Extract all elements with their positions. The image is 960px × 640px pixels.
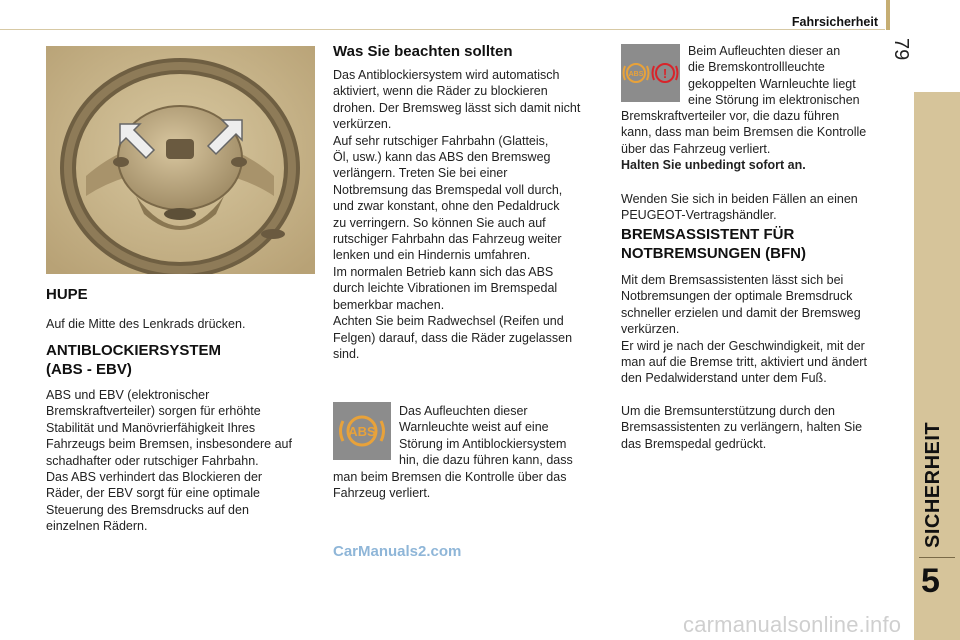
hupe-section [46, 285, 316, 332]
text-line: Das Aufleuchten dieser [399, 404, 528, 418]
watermark-carmanuals2: CarManuals2.com [333, 543, 462, 560]
text-line: Bremskraftverteiler) sorgen für erhöhte [46, 404, 261, 419]
text-line: Öl, usw.) kann das ABS den Bremsweg [333, 150, 551, 165]
text-line: Er wird je nach der Geschwindigkeit, mit der [621, 338, 865, 353]
text-line: zu verringern. So können Sie auch auf [333, 215, 546, 230]
text-line: drohen. Der Bremsweg lässt sich damit nicht [333, 100, 581, 115]
abs-icon-label: ABS [348, 424, 376, 439]
ebv-warning-text-full [621, 108, 907, 174]
hupe-text: Auf die Mitte des Lenkrads drücken. [46, 317, 246, 331]
text-line: bemerkbar machen. [333, 297, 445, 312]
bfn-section [621, 225, 907, 452]
text-line: Stabilität und Manövrierfähigkeit Ihres [46, 420, 256, 435]
text-line: Fahrzeugs beim Bremsen, insbesondere auf [46, 437, 292, 452]
header-tick [886, 0, 890, 30]
abs-warning-text-full [333, 469, 609, 502]
text-line: Steuerung des Bremsdrucks auf den [46, 502, 249, 517]
text-line: den Pedalwiderstand unter dem Fuß. [621, 371, 827, 386]
text-line: Notbremsungen der optimale Bremsdruck [621, 289, 853, 304]
steering-wheel-photo [46, 46, 315, 274]
text-line: Mit dem Bremsassistenten lässt sich bei [621, 273, 844, 287]
text-line: die Bremskontrollleuchte [688, 60, 825, 75]
hinweise-section [333, 42, 608, 362]
text-line: Bremsassistenten zu verlängern, halten Sie [621, 420, 863, 435]
text-line: eine Störung im elektronischen [688, 93, 860, 108]
abs-warning-text-side [399, 403, 609, 469]
page-number: 79 [890, 38, 912, 61]
text-line: kann, dass man beim Bremsen die Kontrolle [621, 125, 867, 140]
ebv-warning-text-side [688, 43, 898, 109]
text-line: aktiviert, wenn die Räder zu blockieren [333, 84, 548, 99]
abs-heading-line1: ANTIBLOCKIERSYSTEM [46, 342, 222, 359]
abs-section [46, 341, 321, 535]
chapter-number: 5 [921, 562, 940, 600]
text-line: Das Antiblockiersystem wird automatisch [333, 68, 560, 82]
ebv-icon-excl-label: ! [662, 66, 668, 81]
text-line: lenken und ein Hindernis umfahren. [333, 248, 531, 263]
abs-heading-line2: (ABS - EBV) [46, 361, 132, 378]
text-line: Felgen) darauf, dass die Räder zugelassen [333, 330, 573, 345]
steering-wheel-illustration [46, 46, 315, 274]
text-line: PEUGEOT-Vertragshändler. [621, 208, 777, 223]
text-line: schneller erzielen und damit der Bremsweg [621, 305, 861, 320]
text-line: Störung im Antiblockiersystem [399, 436, 567, 451]
text-line: verlängern. Treten Sie bei einer [333, 166, 508, 181]
watermark-carmanualsonline: carmanualsonline.info [683, 612, 902, 637]
hupe-heading: HUPE [46, 286, 88, 303]
stop-immediately-text: Halten Sie unbedingt sofort an. [621, 158, 806, 173]
text-line: Um die Bremsunterstützung durch den [621, 403, 835, 418]
text-line: verkürzen. [333, 117, 392, 132]
text-line: Im normalen Betrieb kann sich das ABS [333, 264, 554, 279]
text-line: Fahrzeug verliert. [333, 486, 431, 501]
text-line: Achten Sie beim Radwechsel (Reifen und [333, 314, 564, 329]
text-line: hin, die dazu führen kann, dass [399, 453, 573, 468]
bfn-heading-line1: BREMSASSISTENT FÜR [621, 226, 795, 243]
text-line: einzelnen Rädern. [46, 519, 148, 534]
hinweise-paragraph [333, 67, 608, 362]
text-line: durch leichte Vibrationen im Bremspedal [333, 281, 558, 296]
text-line: gekoppelten Warnleuchte liegt [688, 76, 856, 91]
header-rule [0, 29, 885, 30]
chapter-label: SICHERHEIT [922, 421, 944, 548]
hinweise-heading: Was Sie beachten sollten [333, 43, 513, 60]
text-line: sind. [333, 346, 360, 361]
text-line: verkürzen. [621, 322, 680, 337]
bfn-paragraph [621, 272, 907, 387]
abs-warning-light-icon [333, 402, 391, 460]
text-line: Wenden Sie sich in beiden Fällen an einen [621, 192, 858, 206]
chapter-divider [919, 557, 955, 558]
ebv-warning-light-icon [621, 44, 680, 102]
text-line: Auf sehr rutschiger Fahrbahn (Glatteis, [333, 133, 549, 148]
bfn-paragraph-2 [621, 403, 907, 452]
abs-paragraph [46, 387, 321, 535]
contact-dealer-text [621, 191, 907, 224]
text-line: man beim Bremsen die Kontrolle über das [333, 470, 567, 484]
text-line: Räder, der EBV sorgt für eine optimale [46, 486, 261, 501]
text-line: über das Fahrzeug verliert. [621, 141, 771, 156]
text-line: schadhafter oder rutschiger Fahrbahn. [46, 453, 259, 468]
bfn-heading-line2: NOTBREMSUNGEN (BFN) [621, 245, 806, 262]
text-line: Bremskraftverteiler vor, die dazu führen [621, 109, 840, 123]
text-line: und zwar konstant, ohne den Pedaldruck [333, 199, 560, 214]
ebv-icon-abs-label: ABS [628, 71, 644, 78]
text-line: Warnleuchte weist auf eine [399, 420, 549, 435]
text-line: man auf die Bremse tritt, aktiviert und ändert [621, 355, 867, 370]
text-line: Das ABS verhindert das Blockieren der [46, 470, 263, 485]
text-line: rutschiger Fahrbahn das Fahrzeug weiter [333, 232, 562, 247]
text-line: Notbremsung das Bremspedal voll durch, [333, 182, 563, 197]
text-line: das Bremspedal gedrückt. [621, 436, 767, 451]
section-title: Fahrsicherheit [791, 15, 878, 29]
text-line: Beim Aufleuchten dieser an [688, 44, 841, 58]
text-line: ABS und EBV (elektronischer [46, 388, 210, 402]
